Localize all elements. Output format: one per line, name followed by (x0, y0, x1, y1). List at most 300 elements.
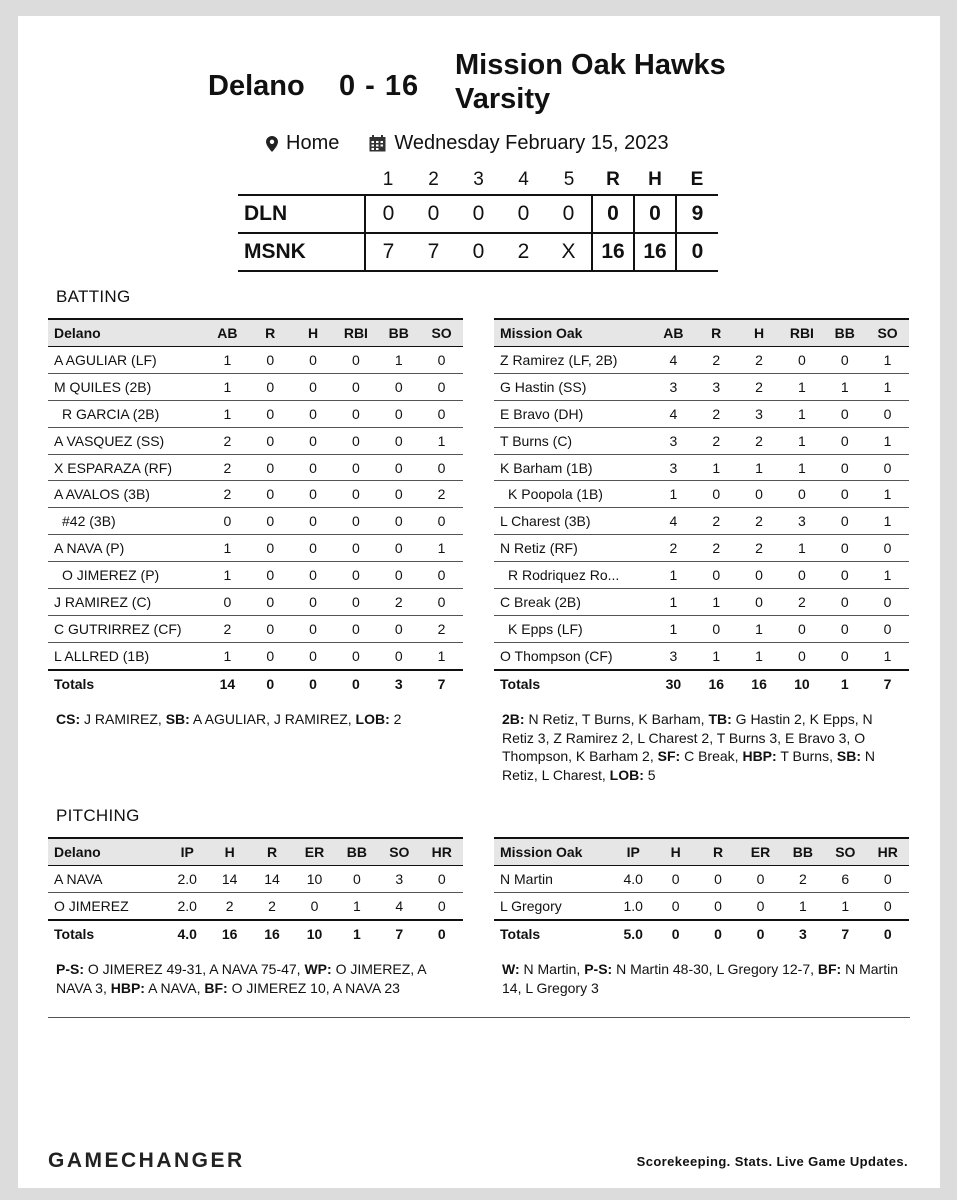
column-header: ER (739, 838, 781, 866)
inning-label: 5 (563, 169, 575, 190)
stat-cell: 0 (739, 866, 781, 893)
stat-cell: 3 (652, 642, 695, 669)
stat-cell: 1 (206, 642, 249, 669)
hits-total: 0 (634, 195, 676, 233)
total-cell: 10 (293, 920, 335, 947)
stat-cell: 0 (292, 562, 335, 589)
game-date: Wednesday February 15, 2023 (394, 132, 669, 154)
total-cell: 1 (336, 920, 378, 947)
total-cell: 3 (377, 670, 420, 697)
total-cell: 7 (378, 920, 420, 947)
stat-cell: 1 (420, 427, 463, 454)
player-name: A NAVA (P) (48, 535, 206, 562)
table-row (48, 562, 463, 589)
stat-cell: 1 (695, 454, 738, 481)
total-cell: 16 (251, 920, 293, 947)
note-key: LOB: (355, 711, 390, 727)
stat-cell: 1 (420, 535, 463, 562)
stat-cell: 1 (780, 373, 823, 400)
stat-cell: 1 (866, 373, 909, 400)
table-row (494, 642, 909, 669)
table-row (48, 427, 463, 454)
stat-cell: 0 (867, 892, 909, 919)
player-name: K Poopola (1B) (494, 481, 652, 508)
total-cell: 16 (208, 920, 250, 947)
stat-cell: 0 (697, 892, 739, 919)
note-key: WP: (304, 961, 332, 977)
game-location: Home (286, 132, 340, 154)
column-header: SO (866, 319, 909, 347)
stat-cell: 0 (823, 535, 866, 562)
stat-cell: 0 (654, 866, 696, 893)
stat-cell: 0 (420, 454, 463, 481)
column-header: R (249, 319, 292, 347)
stat-cell: 2 (738, 508, 781, 535)
total-cell: 4.0 (166, 920, 208, 947)
player-name: N Retiz (RF) (494, 535, 652, 562)
stat-cell: 0 (292, 400, 335, 427)
total-cell: 5.0 (612, 920, 654, 947)
stat-cell: 2.0 (166, 866, 208, 893)
total-cell: 1 (823, 670, 866, 697)
player-name: C GUTRIRREZ (CF) (48, 615, 206, 642)
stat-cell: 3 (780, 508, 823, 535)
stat-cell: 0 (292, 535, 335, 562)
stat-cell: 0 (866, 589, 909, 616)
note-value: O JIMEREZ 49-31, A NAVA 75-47, (84, 961, 305, 977)
total-cell: 0 (292, 670, 335, 697)
home-team-name: Mission Oak Hawks Varsity (455, 49, 726, 115)
note-key: TB: (708, 711, 732, 727)
player-name: K Barham (1B) (494, 454, 652, 481)
total-cell: 10 (780, 670, 823, 697)
final-score: 0 - 16 (339, 70, 420, 102)
note-key: SB: (165, 711, 190, 727)
note-value: A AGULIAR, J RAMIREZ, (189, 711, 356, 727)
stat-cell: 1 (866, 347, 909, 374)
note-key: HBP: (742, 748, 777, 764)
stat-cell: 4 (652, 508, 695, 535)
stat-cell: 0 (292, 615, 335, 642)
stat-cell: 0 (334, 589, 377, 616)
stat-cell: 0 (249, 454, 292, 481)
stat-cell: 0 (292, 427, 335, 454)
inning-score: 0 (365, 195, 411, 233)
pitching-table-home (494, 837, 909, 947)
player-name: E Bravo (DH) (494, 400, 652, 427)
stat-cell: 0 (249, 642, 292, 669)
column-header: HR (421, 838, 463, 866)
runs-total: 16 (592, 233, 634, 271)
column-header: BB (823, 319, 866, 347)
totals-label: Totals (48, 920, 166, 947)
stat-cell: 0 (823, 508, 866, 535)
footer-divider (48, 1017, 910, 1018)
totals-label: Totals (494, 920, 612, 947)
stat-cell: 0 (292, 347, 335, 374)
inning-score: 2 (501, 233, 546, 271)
total-cell: 16 (695, 670, 738, 697)
stat-cell: 0 (695, 615, 738, 642)
team-column-header: Mission Oak (494, 319, 652, 347)
stat-cell: 0 (823, 589, 866, 616)
stat-cell: 0 (334, 508, 377, 535)
table-row (494, 866, 909, 893)
stat-cell: 0 (421, 892, 463, 919)
table-row (48, 508, 463, 535)
stat-cell: 0 (292, 454, 335, 481)
stat-cell: 0 (377, 400, 420, 427)
table-header (494, 838, 909, 866)
pitching-table-away (48, 837, 463, 947)
total-cell: 16 (738, 670, 781, 697)
stat-cell: 3 (738, 400, 781, 427)
table-header (494, 319, 909, 347)
stat-cell: 0 (334, 427, 377, 454)
stat-cell: 1 (206, 400, 249, 427)
total-cell: 14 (206, 670, 249, 697)
table-row (48, 400, 463, 427)
totals-label: Totals (494, 670, 652, 697)
note-key: HBP: (110, 979, 145, 996)
total-cell: 7 (866, 670, 909, 697)
player-name: M QUILES (2B) (48, 373, 206, 400)
stat-cell: 0 (292, 373, 335, 400)
stat-cell: 4 (378, 892, 420, 919)
note-key: CS: (56, 711, 81, 727)
table-header (48, 319, 463, 347)
column-header: H (208, 838, 250, 866)
stat-cell: 0 (823, 347, 866, 374)
stat-cell: 0 (866, 535, 909, 562)
table-row (494, 508, 909, 535)
stat-cell: 1 (206, 562, 249, 589)
stat-cell: 1 (738, 615, 781, 642)
stat-cell: 1 (695, 589, 738, 616)
note-value: N Martin 48-30, L Gregory 12-7, (612, 961, 818, 977)
stat-cell: 4.0 (612, 866, 654, 893)
stat-cell: 2 (738, 347, 781, 374)
stat-cell: 0 (654, 892, 696, 919)
stat-cell: 0 (738, 562, 781, 589)
stat-cell: 0 (738, 589, 781, 616)
stat-cell: 0 (823, 562, 866, 589)
total-cell: 0 (421, 920, 463, 947)
player-name: #42 (3B) (48, 508, 206, 535)
stat-cell: 1 (377, 347, 420, 374)
batting-heading: BATTING (56, 287, 131, 306)
stat-cell: 1 (695, 642, 738, 669)
column-header: BB (377, 319, 420, 347)
table-row (494, 562, 909, 589)
inning-score: 0 (411, 195, 456, 233)
table-row (494, 481, 909, 508)
note-key: W: (502, 961, 520, 977)
inning-score: 0 (456, 195, 501, 233)
hits-total: 16 (634, 233, 676, 271)
total-cell: 7 (824, 920, 866, 947)
note-value: N Martin, (519, 961, 585, 977)
stat-cell: 2 (695, 508, 738, 535)
stat-cell: 0 (206, 589, 249, 616)
column-header: HR (867, 838, 909, 866)
column-header: R (695, 319, 738, 347)
stat-cell: 14 (208, 866, 250, 893)
batting-table-home (494, 318, 909, 697)
stat-cell: 0 (377, 427, 420, 454)
inning-label: 1 (382, 169, 394, 190)
linescore-table (238, 166, 718, 272)
stat-cell: 2 (208, 892, 250, 919)
table-row (48, 589, 463, 616)
inning-score: X (546, 233, 592, 271)
player-name: C Break (2B) (494, 589, 652, 616)
stat-cell: 0 (823, 454, 866, 481)
player-name: A AVALOS (3B) (48, 481, 206, 508)
note-value: J RAMIREZ, (80, 711, 166, 727)
player-name: A NAVA (48, 866, 166, 893)
stat-cell: 0 (377, 562, 420, 589)
away-team-name: Delano (208, 70, 305, 102)
stat-cell: 0 (377, 642, 420, 669)
column-header: BB (782, 838, 824, 866)
stat-cell: 1 (420, 642, 463, 669)
calendar-icon (369, 135, 386, 152)
stat-cell: 2.0 (166, 892, 208, 919)
stat-cell: 1 (823, 373, 866, 400)
column-header: SO (824, 838, 866, 866)
note-value: T Burns, (776, 748, 837, 764)
table-row (48, 373, 463, 400)
stat-cell: 0 (695, 481, 738, 508)
stat-cell: 14 (251, 866, 293, 893)
inning-score: 0 (546, 195, 592, 233)
note-value: O JIMEREZ, A NAVA 3, (56, 961, 426, 996)
stat-cell: 0 (377, 615, 420, 642)
table-row (494, 454, 909, 481)
total-cell: 0 (249, 670, 292, 697)
totals-row (48, 670, 463, 697)
column-header: R (697, 838, 739, 866)
stat-cell: 0 (866, 400, 909, 427)
stat-cell: 1 (866, 481, 909, 508)
stat-cell: 0 (334, 454, 377, 481)
linescore-row-home (238, 233, 718, 271)
stat-cell: 0 (420, 347, 463, 374)
table-row (48, 866, 463, 893)
note-value: C Break, (680, 748, 743, 764)
stat-cell: 2 (738, 427, 781, 454)
column-header: AB (652, 319, 695, 347)
note-key: 2B: (502, 711, 525, 727)
stat-cell: 0 (867, 866, 909, 893)
totals-row (494, 670, 909, 697)
stat-cell: 1 (738, 454, 781, 481)
note-value: N Martin 14, L Gregory 3 (502, 961, 899, 996)
stat-cell: 2 (695, 535, 738, 562)
stat-cell: 0 (377, 535, 420, 562)
table-row (48, 892, 463, 919)
runs-label: R (606, 169, 620, 190)
linescore-header (238, 166, 718, 195)
stat-cell: 1 (738, 642, 781, 669)
note-value: 5 (643, 766, 656, 783)
total-cell: 0 (867, 920, 909, 947)
stat-cell: 1 (780, 427, 823, 454)
player-name: A AGULIAR (LF) (48, 347, 206, 374)
gamechanger-logo: GAMECHANGER (48, 1149, 245, 1172)
note-key: BF: (204, 979, 228, 996)
player-name: K Epps (LF) (494, 615, 652, 642)
player-name: A VASQUEZ (SS) (48, 427, 206, 454)
stat-cell: 1 (652, 589, 695, 616)
stat-cell: 0 (249, 481, 292, 508)
batting-table-away (48, 318, 463, 697)
stat-cell: 2 (695, 427, 738, 454)
player-name: T Burns (C) (494, 427, 652, 454)
stat-cell: 3 (652, 454, 695, 481)
stat-cell: 2 (695, 347, 738, 374)
stat-cell: 0 (334, 347, 377, 374)
errors-total: 9 (676, 195, 718, 233)
stat-cell: 1 (206, 347, 249, 374)
team-column-header: Delano (48, 838, 166, 866)
stat-cell: 0 (420, 400, 463, 427)
note-value: G Hastin 2, K Epps, N Retiz 3, Z Ramirez 2, L Charest 2, T Burns 3, E Bravo 3, O Thompson, K Barham 2, (502, 711, 873, 764)
total-cell: 7 (420, 670, 463, 697)
stat-cell: 0 (334, 373, 377, 400)
stat-cell: 0 (334, 615, 377, 642)
stat-cell: 0 (823, 427, 866, 454)
column-header: H (292, 319, 335, 347)
stat-cell: 0 (292, 642, 335, 669)
stat-cell: 0 (866, 615, 909, 642)
stat-cell: 0 (421, 866, 463, 893)
totals-row (48, 920, 463, 947)
stat-cell: 10 (293, 866, 335, 893)
pitching-notes-home (502, 960, 912, 997)
stat-cell: 0 (866, 454, 909, 481)
stat-cell: 0 (292, 589, 335, 616)
column-header: H (654, 838, 696, 866)
stat-cell: 0 (823, 400, 866, 427)
stat-cell: 1 (780, 535, 823, 562)
stat-cell: 2 (251, 892, 293, 919)
stat-cell: 2 (420, 481, 463, 508)
stat-cell: 2 (738, 535, 781, 562)
stat-cell: 0 (249, 535, 292, 562)
stat-cell: 0 (249, 427, 292, 454)
player-name: L Charest (3B) (494, 508, 652, 535)
pitching-notes-away (56, 960, 461, 997)
stat-cell: 0 (249, 400, 292, 427)
stat-cell: 0 (377, 454, 420, 481)
table-row (48, 454, 463, 481)
stat-cell: 1 (866, 508, 909, 535)
inning-label: 3 (473, 169, 484, 190)
note-key: LOB: (609, 766, 644, 783)
note-value: 2 (389, 711, 402, 727)
note-value: O JIMEREZ 10, A NAVA 23 (227, 979, 400, 996)
stat-cell: 4 (652, 347, 695, 374)
player-name: R GARCIA (2B) (48, 400, 206, 427)
stat-cell: 0 (420, 589, 463, 616)
stat-cell: 1 (866, 642, 909, 669)
batting-notes-away (56, 710, 466, 729)
stat-cell: 0 (697, 866, 739, 893)
stat-cell: 0 (420, 562, 463, 589)
stat-cell: 2 (206, 481, 249, 508)
table-row (494, 615, 909, 642)
stat-cell: 1 (824, 892, 866, 919)
box-score-page (18, 16, 940, 1188)
player-name: J RAMIREZ (C) (48, 589, 206, 616)
team-abbr: DLN (238, 195, 365, 233)
inning-label: 4 (518, 169, 529, 190)
note-key: BF: (817, 961, 842, 977)
player-name: N Martin (494, 866, 612, 893)
stat-cell: 2 (652, 535, 695, 562)
stat-cell: 0 (823, 642, 866, 669)
map-pin-icon (266, 136, 278, 152)
stat-cell: 0 (206, 508, 249, 535)
column-header: BB (336, 838, 378, 866)
table-row (48, 481, 463, 508)
stat-cell: 2 (206, 454, 249, 481)
table-row (48, 615, 463, 642)
stat-cell: 0 (292, 481, 335, 508)
player-name: O JIMEREZ (48, 892, 166, 919)
stat-cell: 2 (206, 427, 249, 454)
stat-cell: 3 (378, 866, 420, 893)
totals-label: Totals (48, 670, 206, 697)
stat-cell: 0 (823, 615, 866, 642)
stat-cell: 2 (780, 589, 823, 616)
table-row (494, 373, 909, 400)
player-name: L ALLRED (1B) (48, 642, 206, 669)
stat-cell: 1 (782, 892, 824, 919)
note-key: P-S: (56, 961, 84, 977)
table-row (48, 535, 463, 562)
inning-score: 0 (501, 195, 546, 233)
footer-tagline: Scorekeeping. Stats. Live Game Updates. (636, 1154, 908, 1169)
stat-cell: 1 (780, 400, 823, 427)
team-column-header: Delano (48, 319, 206, 347)
stat-cell: 1 (866, 562, 909, 589)
stat-cell: 0 (780, 481, 823, 508)
player-name: R Rodriquez Ro... (494, 562, 652, 589)
game-meta (266, 132, 669, 155)
column-header: AB (206, 319, 249, 347)
column-header: IP (166, 838, 208, 866)
stat-cell: 0 (249, 508, 292, 535)
stat-cell: 1 (866, 427, 909, 454)
stat-cell: 1 (652, 562, 695, 589)
total-cell: 0 (739, 920, 781, 947)
stat-cell: 0 (780, 642, 823, 669)
stat-cell: 0 (334, 562, 377, 589)
errors-label: E (690, 169, 704, 190)
player-name: G Hastin (SS) (494, 373, 652, 400)
stat-cell: 0 (334, 642, 377, 669)
note-value: A NAVA, (144, 979, 205, 996)
player-name: Z Ramirez (LF, 2B) (494, 347, 652, 374)
stat-cell: 0 (249, 615, 292, 642)
column-header: SO (378, 838, 420, 866)
pitching-heading: PITCHING (56, 806, 140, 825)
runs-total: 0 (592, 195, 634, 233)
stat-cell: 0 (293, 892, 335, 919)
